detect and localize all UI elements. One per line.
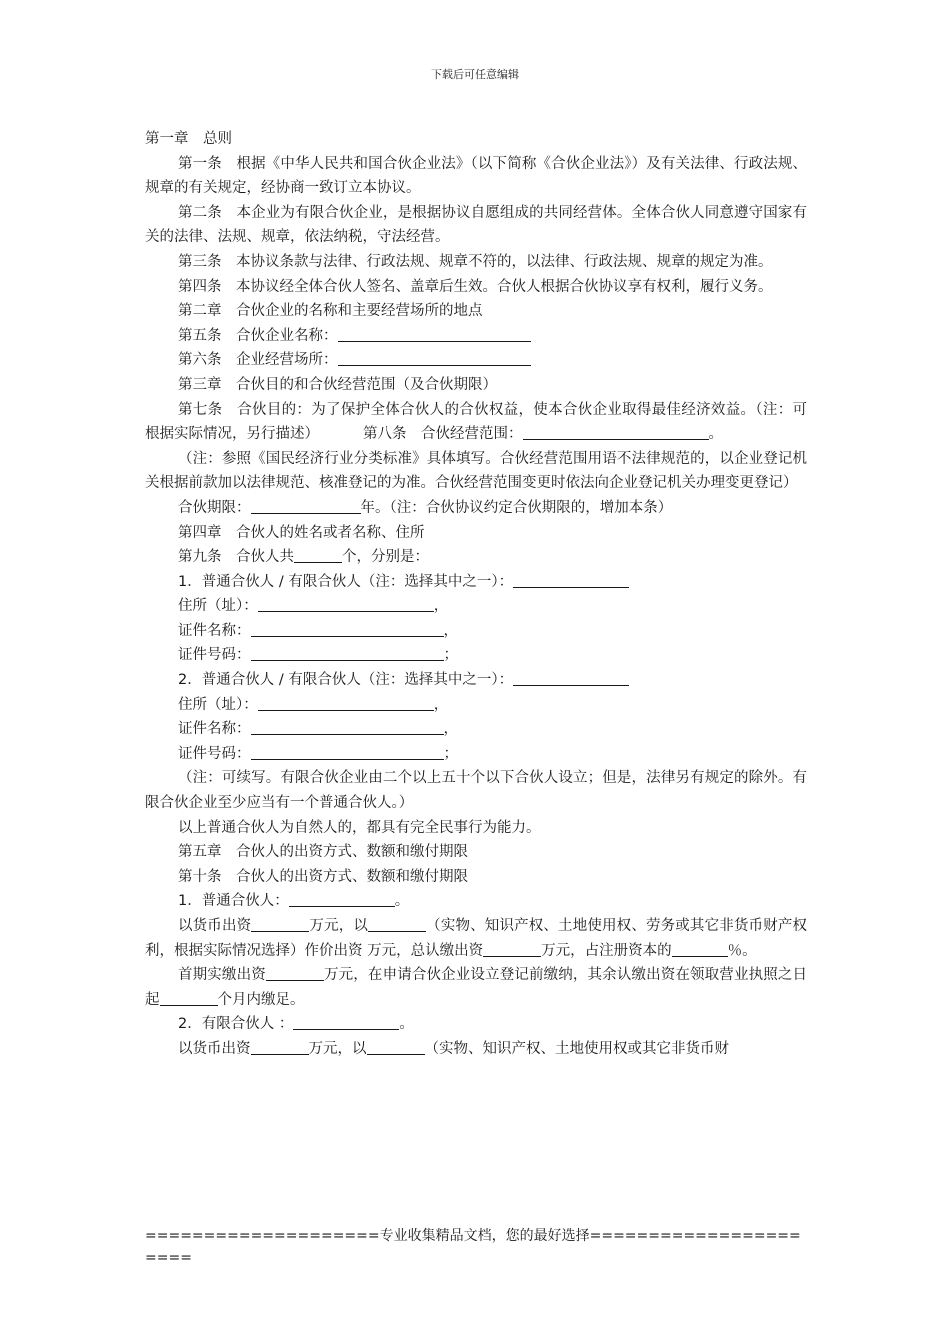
enterprise-name-blank[interactable]: [338, 326, 531, 342]
first-payment-text-2: 万元，在申请合伙企业设立登记前缴纳，其余认缴出资在领取营业执照之日起: [145, 967, 808, 1008]
gp-share-percent-blank[interactable]: [672, 941, 728, 957]
article-2: 第二条 本企业为有限合伙企业，是根据协议自愿组成的共同经营体。全体合伙人同意遵守国家有关的法律、法规、规章，依法纳税，守法经营。: [145, 204, 807, 246]
business-location-blank[interactable]: [338, 350, 531, 366]
chapter-4-heading: 第四章 合伙人的姓名或者名称、住所: [178, 524, 425, 541]
id-number-label: 证件号码：: [178, 745, 251, 762]
address-label: 住所（址）：: [178, 696, 258, 713]
article-4: 第四条 本协议经全体合伙人签名、盖章后生效。合伙人根据合伙协议享有权利，履行义务。: [178, 278, 773, 295]
page-footer: ====================专业收集精品文档，您的最好选择======================: [145, 1228, 801, 1266]
lp-cash-amount-blank[interactable]: [251, 1039, 309, 1055]
chapter-5-heading: 第五章 合伙人的出资方式、数额和缴付期限: [178, 844, 468, 861]
general-partner-line: [145, 889, 807, 914]
partner-1-type: [145, 570, 807, 595]
partner-2-id-number-blank[interactable]: [251, 744, 444, 760]
address-label: 住所（址）：: [178, 598, 258, 615]
gp-months-blank[interactable]: [160, 990, 218, 1006]
capacity-statement: 以上普通合伙人为自然人的，都具有完全民事行为能力。: [178, 819, 541, 836]
general-partner-contribution: [145, 914, 807, 963]
limited-partner-line: [145, 1012, 807, 1037]
partner-2-id-name: [145, 717, 807, 742]
term-line: [145, 496, 807, 521]
article-8-end: 。: [708, 426, 723, 443]
term-label: 合伙期限：: [178, 499, 251, 516]
article-1: 第一条 根据《中华人民共和国合伙企业法》（以下简称《合伙企业法》）及有关法律、行政法规、规章的有关规定，经协商一致订立本协议。: [145, 155, 807, 197]
semicolon: ；: [443, 745, 458, 762]
lp-contribution-text-3: （实物、知识产权、土地使用权或其它非货币财: [424, 1040, 729, 1057]
general-partner-label: 1．普通合伙人：: [178, 893, 289, 910]
contribution-text-1: 以货币出资: [178, 918, 252, 934]
chapter-2-heading: 第二章 合伙企业的名称和主要经营场所的地点: [178, 303, 483, 320]
general-partner-first-payment: [145, 963, 807, 1012]
contribution-text-4: 万元，占注册资本的: [541, 942, 672, 959]
partner-1-address: [145, 594, 807, 619]
article-9-label: 第九条 合伙人共: [178, 549, 294, 566]
lp-contribution-text-2: 万元，以: [308, 1040, 367, 1057]
semicolon: ；: [443, 647, 458, 664]
article-3: 第三条 本协议条款与法律、行政法规、规章不符的，以法律、行政法规、规章的规定为准。: [178, 253, 773, 270]
comma: ，: [433, 696, 449, 713]
contribution-text-2: 万元，以: [309, 918, 369, 934]
first-payment-text-3: 个月内缴足。: [217, 991, 305, 1008]
article-6-label: 第六条 企业经营场所：: [178, 352, 338, 369]
article-10: 第十条 合伙人的出资方式、数额和缴付期限: [178, 868, 468, 885]
chapter-3-heading: 第三章 合伙目的和合伙经营范围（及合伙期限）: [178, 376, 497, 393]
gp-total-subscribed-blank[interactable]: [483, 941, 541, 957]
article-6: [145, 348, 807, 373]
document-body: [145, 127, 807, 1062]
note-business-scope: （注：参照《国民经济行业分类标准》具体填写。合伙经营范围用语不法律规范的，以企业登记机关根据前款加以法律规范、核准登记的为准。合伙经营范围变更时依法向企业登记机关办理变更登记）: [145, 450, 807, 492]
partner-2-address: [145, 693, 807, 718]
article-8-label: 第八条 合伙经营范围：: [363, 426, 523, 443]
partner-2-type: [145, 668, 807, 693]
article-9: [145, 545, 807, 570]
term-note: 年。（注：合伙协议约定合伙期限的，增加本条）: [360, 499, 673, 516]
gp-first-payment-blank[interactable]: [266, 965, 324, 981]
note-partners: （注：可续写。有限合伙企业由二个以上五十个以下合伙人设立；但是，法律另有规定的除外。有限合伙企业至少应当有一个普通合伙人。）: [145, 770, 807, 812]
gp-noncash-type-blank[interactable]: [368, 916, 426, 932]
limited-partner-contribution: [145, 1037, 807, 1062]
comma: ，: [443, 622, 458, 639]
partner-1-address-blank[interactable]: [258, 596, 434, 612]
article-5-label: 第五条 合伙企业名称：: [178, 327, 338, 344]
id-name-label: 证件名称：: [178, 622, 251, 639]
partner-1-label: 1．普通合伙人 / 有限合伙人（注：选择其中之一）：: [178, 573, 514, 590]
limited-partner-label: 2．有限合伙人 ：: [178, 1016, 294, 1033]
contribution-text-5: ％。: [727, 942, 757, 959]
general-partner-name-blank[interactable]: [289, 891, 395, 907]
page-header: 下载后可任意编辑: [431, 68, 519, 81]
partner-2-id-name-blank[interactable]: [251, 719, 444, 735]
article-7-8: [145, 398, 807, 447]
period: 。: [399, 1016, 414, 1033]
partner-2-address-blank[interactable]: [258, 695, 434, 711]
comma: ，: [433, 598, 449, 615]
gp-cash-amount-blank[interactable]: [251, 916, 309, 932]
partner-1-id-name: [145, 619, 807, 644]
partner-2-id-no: [145, 742, 807, 767]
business-scope-blank-1[interactable]: [523, 424, 651, 440]
partner-1-id-number-blank[interactable]: [251, 645, 444, 661]
partner-1-name-blank[interactable]: [513, 572, 629, 588]
partner-1-id-no: [145, 643, 807, 668]
article-9-tail: 个，分别是：: [342, 549, 429, 566]
id-name-label: 证件名称：: [178, 721, 251, 738]
first-payment-text-1: 首期实缴出资: [178, 967, 266, 984]
period: 。: [394, 893, 410, 910]
contribution-text-3: （实物、知识产权、土地使用权、劳务或其它非货币财产权利，根据实际情况选择）作价出资 万元，总认缴出资: [145, 918, 808, 959]
partner-1-id-name-blank[interactable]: [251, 621, 444, 637]
limited-partner-name-blank[interactable]: [293, 1014, 399, 1030]
lp-contribution-text-1: 以货币出资: [178, 1040, 251, 1057]
id-number-label: 证件号码：: [178, 647, 251, 664]
term-years-blank[interactable]: [251, 498, 361, 514]
article-5: [145, 324, 807, 349]
article-7: 第七条 合伙目的：为了保护全体合伙人的合伙权益，使本合伙企业取得最佳经济效益。（注：可根据实际情况，另行描述）: [145, 401, 807, 443]
partner-2-label: 2．普通合伙人 / 有限合伙人（注：选择其中之一）：: [178, 672, 514, 689]
partner-count-blank[interactable]: [294, 547, 342, 563]
business-scope-blank-2[interactable]: [651, 424, 709, 440]
comma: ，: [443, 721, 458, 738]
partner-2-name-blank[interactable]: [513, 670, 629, 686]
chapter-1-heading: 第一章 总则: [145, 131, 232, 147]
lp-noncash-type-blank[interactable]: [367, 1039, 425, 1055]
